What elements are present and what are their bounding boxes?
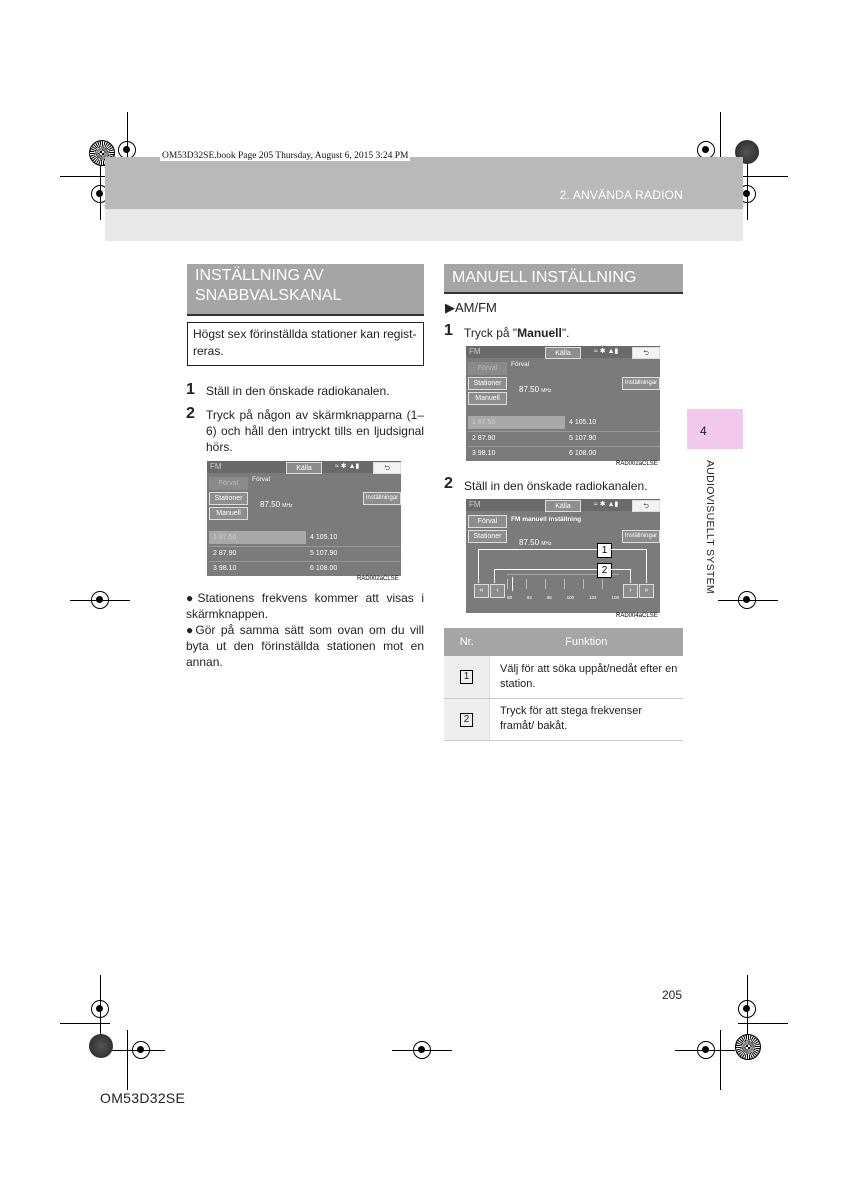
step-up-button[interactable]: › [623,584,638,598]
manual-screen-preset [466,346,660,461]
callout-2-line [494,569,597,570]
function-table [444,628,683,741]
screen1-source-button[interactable]: Källa [545,347,581,359]
left-step2-number: 2 [186,405,195,422]
settings-button[interactable]: Inställningar [363,492,401,505]
tab-stations[interactable]: Stationer [209,492,248,505]
callout-2-box: 2 [597,563,612,578]
chapter-tab [687,409,743,449]
seek-up-button[interactable]: » [639,584,654,598]
book-info-line: OM53D32SE.book Page 205 Thursday, August 6, 2015 3:24 PM [162,151,409,161]
table-row [444,698,683,740]
right-screen1-code: RAD002aCLSE [616,461,658,467]
registration-mark-bottom-right [738,1000,756,1018]
table-cell-text: Välj för att söka uppåt/nedåt efter en station. [490,656,684,698]
screen1-preset-5[interactable]: 5 107.90 [565,431,660,445]
scale-label-88: 88 [507,595,513,600]
screen1-frequency-value: 87.50 [519,385,540,394]
chapter-number: 4 [700,424,707,438]
screen1-band-label: FM [469,347,481,356]
step1-prefix: Tryck på " [464,326,518,340]
screen2-frequency-unit: MHz [541,541,552,547]
scale-needle [512,577,513,591]
left-bullet-2-text: Gör på samma sätt som ovan om du vill byta ut den förinställda stationen mot en annan. [186,623,424,669]
preset-button-4[interactable]: 4 105.10 [306,531,401,544]
screen1-preset-2[interactable]: 2 87.90 [468,431,565,445]
callout-2-line-right [630,569,631,583]
col-header-function: Funktion [490,628,684,656]
right-heading-rule [444,292,683,294]
left-screen-code: RAD002aCLSE [357,576,399,582]
screen2-status-icons: ≈ ✱ ▲▮ [594,501,619,508]
screen2-tab-preset[interactable]: Förval [468,515,507,528]
page-number: 205 [662,988,683,1002]
table-header-row [444,628,683,656]
screen2-settings-button[interactable]: Inställningar [622,530,660,543]
tab-manual[interactable]: Manuell [209,507,248,520]
left-heading-line1: INSTÄLLNING AV [195,267,324,284]
left-step1-text: Ställ in den önskade radiokanalen. [206,384,390,398]
note-box: Högst sex förinställda stationer kan regist-reras. [187,322,424,366]
preset-button-6[interactable]: 6 108.00 [306,561,401,575]
screen-band-label: FM [210,462,222,471]
status-icons: ≈ ✱ ▲▮ [335,463,360,470]
screen2-tab-stations[interactable]: Stationer [468,530,507,543]
preset-title: Förval [252,476,271,483]
footer-code: OM53D32SE [100,1090,186,1106]
scale-ticks [507,579,619,589]
left-step1-number: 1 [186,381,195,398]
screen1-frequency-unit: MHz [541,388,552,394]
screen1-tab-manual[interactable]: Manuell [468,392,507,405]
preset-button-1[interactable]: 1 87.50 [209,531,306,544]
left-bullet-1: ●Stationens frekvens kommer att visas i skärmknappen. [186,591,425,621]
callout-1-line-right-top [611,549,646,550]
screen1-frequency [519,385,552,394]
scale-labels [507,595,619,600]
screen1-tab-stations[interactable]: Stationer [468,377,507,390]
left-section-heading [187,264,424,314]
registration-mark-mid-right [738,591,756,609]
scale-label-100: 100 [566,595,575,600]
right-step1-text [464,325,684,341]
left-step2-text: Tryck på någon av skärmknapparna (1–6) och håll den intryckt tills en ljudsignal hörs. [206,408,424,454]
scale-label-96: 96 [546,595,552,600]
callout-1-line-right [646,549,647,583]
screen1-tab-preset[interactable]: Förval [468,362,507,375]
screen1-back-button[interactable]: ⮌ [632,347,660,359]
registration-mark-bottom-left-2 [132,1041,150,1059]
step-down-button[interactable]: ‹ [490,584,505,598]
table-cell-nr [444,656,490,698]
section-title: 2. ANVÄNDA RADION [559,188,683,202]
tab-preset[interactable]: Förval [209,477,248,490]
header-subband [105,209,743,241]
callout-1-line [478,549,597,550]
starburst-mark-bottom-right [735,1034,761,1060]
callout-2-line-left [494,569,495,583]
preset-button-2[interactable]: 2 87.90 [209,546,306,560]
row-1-number: 1 [460,670,473,684]
left-bullet-1-text: Stationens frekvens kommer att visas i skärmknappen. [186,591,425,621]
scale-label-104: 104 [589,595,597,600]
screen1-preset-1[interactable]: 1 87.50 [468,416,565,429]
callout-1-line-left [478,549,479,583]
registration-mark-mid-left [91,591,109,609]
seek-down-button[interactable]: « [474,584,489,598]
right-step2-text: Ställ in den önskade radiokanalen. [464,479,648,493]
screen2-title: FM manuell inställning [511,516,582,523]
source-button[interactable]: Källa [286,462,322,474]
scale-label-92: 92 [526,595,532,600]
frequency-unit: MHz [282,503,293,509]
screen2-source-button[interactable]: Källa [545,500,581,512]
preset-screen [207,461,401,576]
screen1-preset-4[interactable]: 4 105.10 [565,416,660,429]
screen1-preset-6[interactable]: 6 108.00 [565,446,660,460]
dark-disc-mark-bottom-left [89,1034,113,1058]
table-cell-text: Tryck för att stega frekvenser framåt/ bakåt. [490,698,684,740]
band-label: ▶AM/FM [445,300,497,315]
right-screen2-code: RAD004aCLSE [616,613,658,619]
step1-suffix: ". [561,326,570,340]
screen2-back-button[interactable]: ⮌ [632,500,660,512]
back-button[interactable]: ⮌ [373,462,401,474]
screen1-settings-button[interactable]: Inställningar [622,377,660,390]
frequency-scale [507,574,619,610]
screen1-preset-title: Förval [511,361,530,368]
screen2-band-label: FM [469,500,481,509]
preset-button-5[interactable]: 5 107.90 [306,546,401,560]
manual-tuning-screen [466,499,660,613]
right-section-heading: MANUELL INSTÄLLNING [444,264,683,292]
table-row [444,656,683,698]
screen2-frequency-value: 87.50 [519,538,540,547]
screen-frequency [260,500,293,509]
preset-button-3[interactable]: 3 98.10 [209,561,306,575]
left-heading-line2: SNABBVALSKANAL [195,287,342,304]
chapter-label: AUDIOVISUELLT SYSTEM [704,460,716,594]
screen1-preset-3[interactable]: 3 98.10 [468,446,565,460]
step1-bold: Manuell [517,326,562,340]
registration-mark-bottom-center [413,1041,431,1059]
screen1-status-icons: ≈ ✱ ▲▮ [594,348,619,355]
row-2-number: 2 [460,713,473,727]
left-heading-rule [187,314,424,316]
right-step1-number: 1 [444,322,453,339]
callout-2-line-right-top [611,569,630,570]
right-step2-number: 2 [444,475,453,492]
scale-label-108: 108 [611,595,619,600]
col-header-nr: Nr. [444,628,490,656]
callout-1-box: 1 [597,543,612,558]
band-label-text: AM/FM [455,300,497,315]
registration-mark-bottom-right-2 [697,1041,715,1059]
screen2-frequency [519,538,552,547]
registration-mark-bottom-left [91,1000,109,1018]
table-cell-nr [444,698,490,740]
left-bullet-2: ●Gör på samma sätt som ovan om du vill byta ut den förinställda stationen mot en annan. [186,623,424,669]
frequency-value: 87.50 [260,500,281,509]
